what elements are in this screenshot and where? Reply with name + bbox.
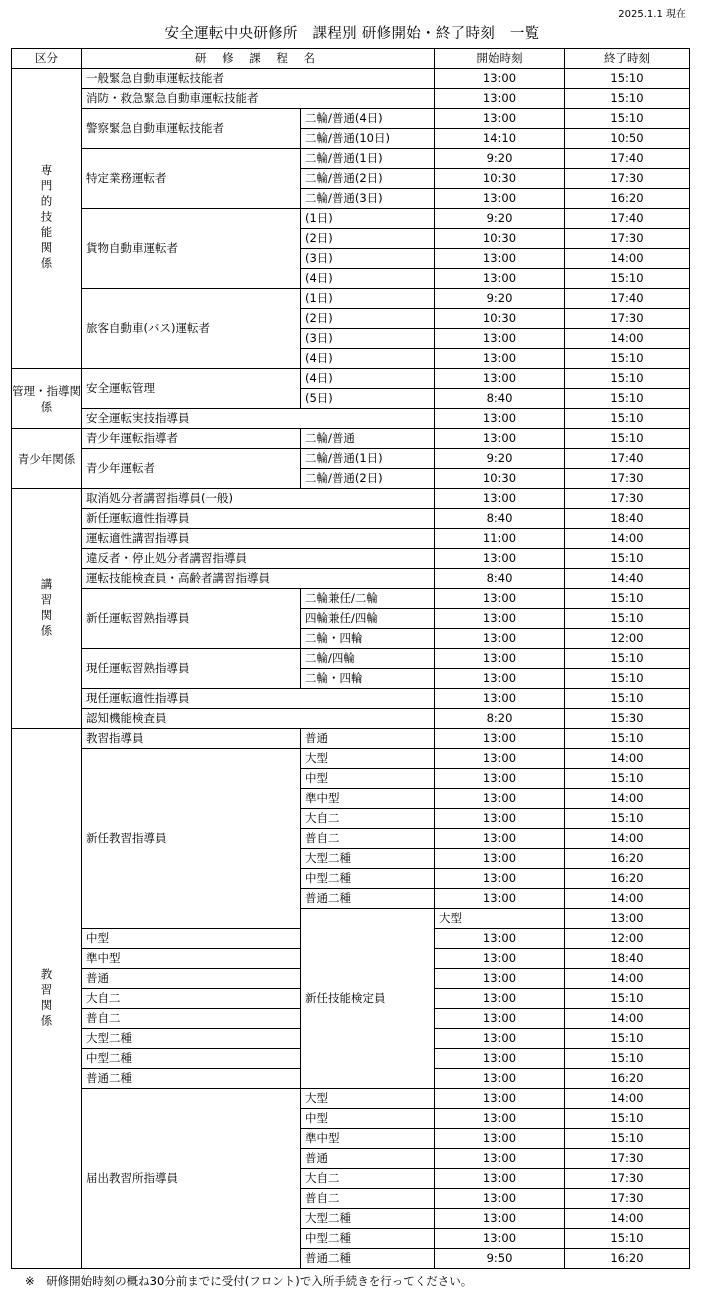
course-name-cell: 警察緊急自動車運転技能者 — [82, 109, 301, 149]
end-time-cell: 15:10 — [565, 1049, 690, 1069]
page-title: 安全運転中央研修所 課程別 研修開始・終了時刻 一覧 — [164, 26, 540, 42]
end-time-cell: 16:20 — [565, 849, 690, 869]
course-variant-cell: 二輪/普通(2日) — [301, 469, 435, 489]
course-variant-cell: 普通 — [301, 729, 435, 749]
end-time-cell: 17:30 — [565, 1189, 690, 1209]
start-time-cell: 13:00 — [435, 409, 565, 429]
course-name-cell: 新任運転適性指導員 — [82, 509, 435, 529]
end-time-cell: 17:40 — [565, 209, 690, 229]
as-of-date: 2025.1.1 現在 — [618, 9, 686, 20]
start-time-cell: 13:00 — [435, 329, 565, 349]
table-row — [12, 149, 690, 169]
end-time-cell: 15:10 — [565, 609, 690, 629]
start-time-cell: 8:40 — [435, 569, 565, 589]
end-time-cell: 17:30 — [565, 229, 690, 249]
course-variant-cell: 中型二種 — [301, 869, 435, 889]
course-name-cell: 現任運転習熟指導員 — [82, 649, 301, 689]
table-row — [12, 749, 690, 769]
course-name-cell: 新任教習指導員 — [82, 749, 301, 929]
table-header-row — [12, 49, 690, 69]
end-time-cell: 14:00 — [565, 329, 690, 349]
end-time-cell: 18:40 — [565, 949, 690, 969]
category-cell: 青少年関係 — [12, 429, 82, 489]
course-variant-cell: 普通二種 — [301, 1249, 435, 1269]
end-time-cell: 15:10 — [565, 729, 690, 749]
course-variant-cell: 普通 — [82, 969, 301, 989]
course-variant-cell: 普通二種 — [82, 1069, 301, 1089]
course-variant-cell: 二輪/普通(4日) — [301, 109, 435, 129]
end-time-cell: 15:30 — [565, 709, 690, 729]
start-time-cell: 13:00 — [435, 609, 565, 629]
end-time-cell: 15:10 — [565, 389, 690, 409]
start-time-cell: 13:00 — [435, 1169, 565, 1189]
table-row — [12, 569, 690, 589]
start-time-cell: 13:00 — [435, 549, 565, 569]
start-time-cell: 13:00 — [435, 769, 565, 789]
course-variant-cell: 普通 — [301, 1149, 435, 1169]
start-time-cell: 10:30 — [435, 229, 565, 249]
start-time-cell: 13:00 — [435, 1109, 565, 1129]
start-time-cell: 13:00 — [435, 949, 565, 969]
course-variant-cell: (3日) — [301, 249, 435, 269]
course-variant-cell: 中型 — [82, 929, 301, 949]
end-time-cell: 15:10 — [565, 89, 690, 109]
course-name-cell: 青少年運転者 — [82, 449, 301, 489]
end-time-cell: 12:00 — [565, 929, 690, 949]
end-time-cell: 17:40 — [565, 149, 690, 169]
course-name-cell: 安全運転管理 — [82, 369, 301, 409]
course-name-cell: 安全運転実技指導員 — [82, 409, 435, 429]
end-time-cell: 15:10 — [565, 1109, 690, 1129]
table-row — [12, 209, 690, 229]
course-variant-cell: 二輪/普通 — [301, 429, 435, 449]
table-row — [12, 529, 690, 549]
start-time-cell: 13:00 — [435, 969, 565, 989]
course-variant-cell: (4日) — [301, 269, 435, 289]
course-variant-cell: 普自二 — [301, 829, 435, 849]
table-row — [12, 69, 690, 89]
course-variant-cell: 二輪/普通(3日) — [301, 189, 435, 209]
table-row — [12, 1089, 690, 1109]
course-name-cell: 青少年運転指導者 — [82, 429, 301, 449]
course-name-cell: 一般緊急自動車運転技能者 — [82, 69, 435, 89]
start-time-cell: 13:00 — [435, 849, 565, 869]
end-time-cell: 16:20 — [565, 1069, 690, 1089]
end-time-cell: 14:00 — [565, 889, 690, 909]
start-time-cell: 13:00 — [435, 1029, 565, 1049]
start-time-cell: 13:00 — [435, 1049, 565, 1069]
start-time-cell: 13:00 — [435, 109, 565, 129]
course-variant-cell: 大自二 — [301, 809, 435, 829]
course-variant-cell: 二輪・四輪 — [301, 669, 435, 689]
header-end-time: 終了時刻 — [565, 49, 690, 69]
course-variant-cell: (4日) — [301, 369, 435, 389]
course-variant-cell: 中型 — [301, 769, 435, 789]
table-row — [12, 509, 690, 529]
course-name-cell: 取消処分者講習指導員(一般) — [82, 489, 435, 509]
end-time-cell: 15:10 — [565, 589, 690, 609]
end-time-cell: 15:10 — [565, 429, 690, 449]
category-cell: 専門的技能関係 — [12, 69, 82, 369]
course-name-cell: 消防・救急緊急自動車運転技能者 — [82, 89, 435, 109]
course-variant-cell: 二輪/普通(10日) — [301, 129, 435, 149]
table-row — [12, 289, 690, 309]
start-time-cell: 13:00 — [435, 1189, 565, 1209]
end-time-cell: 14:00 — [565, 969, 690, 989]
end-time-cell: 15:10 — [565, 369, 690, 389]
table-row — [12, 549, 690, 569]
start-time-cell: 13:00 — [435, 1129, 565, 1149]
course-variant-cell: 二輪/四輪 — [301, 649, 435, 669]
course-variant-cell: 二輪/普通(1日) — [301, 449, 435, 469]
start-time-cell: 10:30 — [435, 309, 565, 329]
start-time-cell: 13:00 — [435, 1209, 565, 1229]
end-time-cell: 10:50 — [565, 129, 690, 149]
start-time-cell: 13:00 — [435, 89, 565, 109]
start-time-cell: 8:40 — [435, 509, 565, 529]
course-variant-cell: 二輪/普通(2日) — [301, 169, 435, 189]
course-variant-cell: 中型二種 — [301, 1229, 435, 1249]
end-time-cell: 15:10 — [565, 349, 690, 369]
course-variant-cell: 四輪兼任/四輪 — [301, 609, 435, 629]
end-time-cell: 15:10 — [565, 689, 690, 709]
course-variant-cell: (3日) — [301, 329, 435, 349]
start-time-cell: 13:00 — [435, 749, 565, 769]
start-time-cell: 13:00 — [435, 69, 565, 89]
start-time-cell: 13:00 — [435, 649, 565, 669]
course-variant-cell: 大自二 — [82, 989, 301, 1009]
course-variant-cell: 準中型 — [301, 789, 435, 809]
end-time-cell: 17:40 — [565, 449, 690, 469]
course-name-cell: 違反者・停止処分者講習指導員 — [82, 549, 435, 569]
start-time-cell: 14:10 — [435, 129, 565, 149]
start-time-cell: 8:40 — [435, 389, 565, 409]
start-time-cell: 13:00 — [435, 269, 565, 289]
end-time-cell: 15:10 — [565, 769, 690, 789]
end-time-cell: 14:00 — [565, 1009, 690, 1029]
end-time-cell: 18:40 — [565, 509, 690, 529]
end-time-cell: 17:30 — [565, 1169, 690, 1189]
end-time-cell: 17:30 — [565, 489, 690, 509]
course-variant-cell: 普自二 — [301, 1189, 435, 1209]
course-variant-cell: (2日) — [301, 309, 435, 329]
course-variant-cell: 準中型 — [301, 1129, 435, 1149]
end-time-cell: 15:10 — [565, 989, 690, 1009]
start-time-cell: 10:30 — [435, 169, 565, 189]
course-variant-cell: 二輪/普通(1日) — [301, 149, 435, 169]
end-time-cell: 17:30 — [565, 1149, 690, 1169]
course-variant-cell: 大型 — [301, 1089, 435, 1109]
end-time-cell: 14:00 — [565, 749, 690, 769]
start-time-cell: 13:00 — [435, 789, 565, 809]
category-cell: 教習関係 — [12, 729, 82, 1269]
course-variant-cell: (1日) — [301, 289, 435, 309]
course-variant-cell: 準中型 — [82, 949, 301, 969]
start-time-cell: 11:00 — [435, 529, 565, 549]
end-time-cell: 16:20 — [565, 189, 690, 209]
start-time-cell: 13:00 — [435, 669, 565, 689]
end-time-cell: 14:00 — [565, 529, 690, 549]
end-time-cell: 17:30 — [565, 169, 690, 189]
start-time-cell: 13:00 — [435, 829, 565, 849]
start-time-cell: 13:00 — [435, 869, 565, 889]
start-time-cell: 8:20 — [435, 709, 565, 729]
start-time-cell: 10:30 — [435, 469, 565, 489]
end-time-cell: 15:10 — [565, 549, 690, 569]
course-variant-cell: 大型 — [435, 909, 565, 929]
footnote: ※ 研修開始時刻の概ね30分前までに受付(フロント)で入所手続きを行ってください。 — [25, 1274, 473, 1288]
start-time-cell: 13:00 — [435, 929, 565, 949]
end-time-cell: 14:00 — [565, 1089, 690, 1109]
end-time-cell: 15:10 — [565, 1129, 690, 1149]
start-time-cell: 13:00 — [435, 189, 565, 209]
table-row — [12, 449, 690, 469]
course-variant-cell: (4日) — [301, 349, 435, 369]
table-row — [12, 369, 690, 389]
end-time-cell: 15:10 — [565, 809, 690, 829]
course-variant-cell: (5日) — [301, 389, 435, 409]
course-variant-cell: 普通二種 — [301, 889, 435, 909]
start-time-cell: 13:00 — [435, 809, 565, 829]
course-variant-cell: 大自二 — [301, 1169, 435, 1189]
end-time-cell: 15:10 — [565, 269, 690, 289]
course-name-cell: 新任運転習熟指導員 — [82, 589, 301, 649]
end-time-cell: 16:20 — [565, 869, 690, 889]
start-time-cell: 13:00 — [435, 689, 565, 709]
course-variant-cell: 中型二種 — [82, 1049, 301, 1069]
start-time-cell: 13:00 — [435, 729, 565, 749]
course-name-cell: 新任技能検定員 — [301, 909, 435, 1089]
start-time-cell: 13:00 — [435, 989, 565, 1009]
header-start-time: 開始時刻 — [435, 49, 565, 69]
table-row — [12, 729, 690, 749]
start-time-cell: 13:00 — [565, 909, 690, 929]
header-category: 区分 — [12, 49, 82, 69]
end-time-cell: 15:10 — [565, 1229, 690, 1249]
category-cell: 管理・指導関係 — [12, 369, 82, 429]
course-name-cell: 届出教習所指導員 — [82, 1089, 301, 1269]
start-time-cell: 9:50 — [435, 1249, 565, 1269]
course-name-cell: 運転適性講習指導員 — [82, 529, 435, 549]
table-row — [12, 709, 690, 729]
end-time-cell: 15:10 — [565, 669, 690, 689]
course-name-cell: 認知機能検査員 — [82, 709, 435, 729]
table-row — [12, 689, 690, 709]
course-name-cell: 運転技能検査員・高齢者講習指導員 — [82, 569, 435, 589]
end-time-cell: 15:10 — [565, 409, 690, 429]
end-time-cell: 14:00 — [565, 789, 690, 809]
course-variant-cell: 二輪兼任/二輪 — [301, 589, 435, 609]
course-variant-cell: 普自二 — [82, 1009, 301, 1029]
course-name-cell: 現任運転適性指導員 — [82, 689, 435, 709]
end-time-cell: 14:00 — [565, 1209, 690, 1229]
start-time-cell: 9:20 — [435, 149, 565, 169]
table-row — [12, 589, 690, 609]
start-time-cell: 13:00 — [435, 1009, 565, 1029]
start-time-cell: 9:20 — [435, 289, 565, 309]
start-time-cell: 13:00 — [435, 629, 565, 649]
end-time-cell: 15:10 — [565, 69, 690, 89]
start-time-cell: 13:00 — [435, 1149, 565, 1169]
course-name-cell: 貨物自動車運転者 — [82, 209, 301, 289]
end-time-cell: 14:00 — [565, 249, 690, 269]
start-time-cell: 9:20 — [435, 449, 565, 469]
end-time-cell: 15:10 — [565, 1029, 690, 1049]
start-time-cell: 13:00 — [435, 1229, 565, 1249]
end-time-cell: 15:10 — [565, 109, 690, 129]
start-time-cell: 13:00 — [435, 1069, 565, 1089]
course-variant-cell: 大型二種 — [301, 1209, 435, 1229]
end-time-cell: 16:20 — [565, 1249, 690, 1269]
end-time-cell: 14:00 — [565, 829, 690, 849]
table-row — [12, 649, 690, 669]
start-time-cell: 13:00 — [435, 589, 565, 609]
start-time-cell: 13:00 — [435, 249, 565, 269]
course-variant-cell: 二輪・四輪 — [301, 629, 435, 649]
start-time-cell: 9:20 — [435, 209, 565, 229]
course-name-cell: 教習指導員 — [82, 729, 301, 749]
start-time-cell: 13:00 — [435, 429, 565, 449]
course-variant-cell: (1日) — [301, 209, 435, 229]
end-time-cell: 17:30 — [565, 469, 690, 489]
end-time-cell: 17:40 — [565, 289, 690, 309]
end-time-cell: 17:30 — [565, 309, 690, 329]
header-course: 研 修 課 程 名 — [82, 49, 435, 69]
table-row — [12, 409, 690, 429]
start-time-cell: 13:00 — [435, 369, 565, 389]
course-name-cell: 旅客自動車(バス)運転者 — [82, 289, 301, 369]
end-time-cell: 14:40 — [565, 569, 690, 589]
course-variant-cell: 大型 — [301, 749, 435, 769]
course-variant-cell: 大型二種 — [301, 849, 435, 869]
start-time-cell: 13:00 — [435, 349, 565, 369]
table-row — [12, 489, 690, 509]
start-time-cell: 13:00 — [435, 889, 565, 909]
course-variant-cell: (2日) — [301, 229, 435, 249]
table-row — [12, 89, 690, 109]
start-time-cell: 13:00 — [435, 489, 565, 509]
end-time-cell: 15:10 — [565, 649, 690, 669]
schedule-table — [11, 48, 690, 1269]
course-name-cell: 特定業務運転者 — [82, 149, 301, 209]
course-variant-cell: 大型二種 — [82, 1029, 301, 1049]
category-cell: 講習関係 — [12, 489, 82, 729]
table-row — [12, 109, 690, 129]
table-row — [12, 429, 690, 449]
start-time-cell: 13:00 — [435, 1089, 565, 1109]
course-variant-cell: 中型 — [301, 1109, 435, 1129]
end-time-cell: 12:00 — [565, 629, 690, 649]
